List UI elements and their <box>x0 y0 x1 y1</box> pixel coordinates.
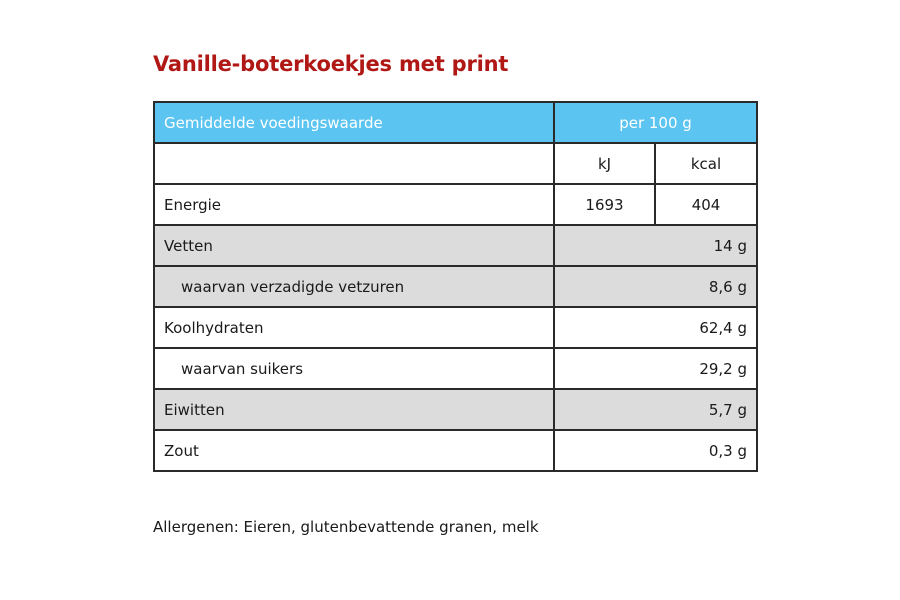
table-row <box>154 389 757 430</box>
unit-kj-cell: kJ <box>554 143 655 184</box>
row-label-proteins: Eiwitten <box>154 389 554 430</box>
table-row <box>154 348 757 389</box>
row-value-carbohydrates: 62,4 g <box>554 307 757 348</box>
table-row <box>154 225 757 266</box>
row-value-saturated-fats: 8,6 g <box>554 266 757 307</box>
header-per-cell: per 100 g <box>554 102 757 143</box>
energy-kcal-cell: 404 <box>655 184 757 225</box>
table-row <box>154 266 757 307</box>
energy-label-cell: Energie <box>154 184 554 225</box>
row-value-proteins: 5,7 g <box>554 389 757 430</box>
row-label-carbohydrates: Koolhydraten <box>154 307 554 348</box>
units-empty-cell <box>154 143 554 184</box>
table-row <box>154 430 757 471</box>
row-value-sugars: 29,2 g <box>554 348 757 389</box>
unit-kcal-cell: kcal <box>655 143 757 184</box>
allergens-text: Allergenen: Eieren, glutenbevattende granen, melk <box>153 518 539 536</box>
product-title: Vanille-boterkoekjes met print <box>153 52 509 76</box>
row-label-saturated-fats: waarvan verzadigde vetzuren <box>154 266 554 307</box>
header-label-cell: Gemiddelde voedingswaarde <box>154 102 554 143</box>
row-value-fats: 14 g <box>554 225 757 266</box>
table-header-row <box>154 102 757 143</box>
nutrition-table <box>153 101 758 472</box>
energy-row <box>154 184 757 225</box>
row-label-sugars: waarvan suikers <box>154 348 554 389</box>
row-label-fats: Vetten <box>154 225 554 266</box>
units-row <box>154 143 757 184</box>
row-value-salt: 0,3 g <box>554 430 757 471</box>
energy-kj-cell: 1693 <box>554 184 655 225</box>
table-row <box>154 307 757 348</box>
row-label-salt: Zout <box>154 430 554 471</box>
